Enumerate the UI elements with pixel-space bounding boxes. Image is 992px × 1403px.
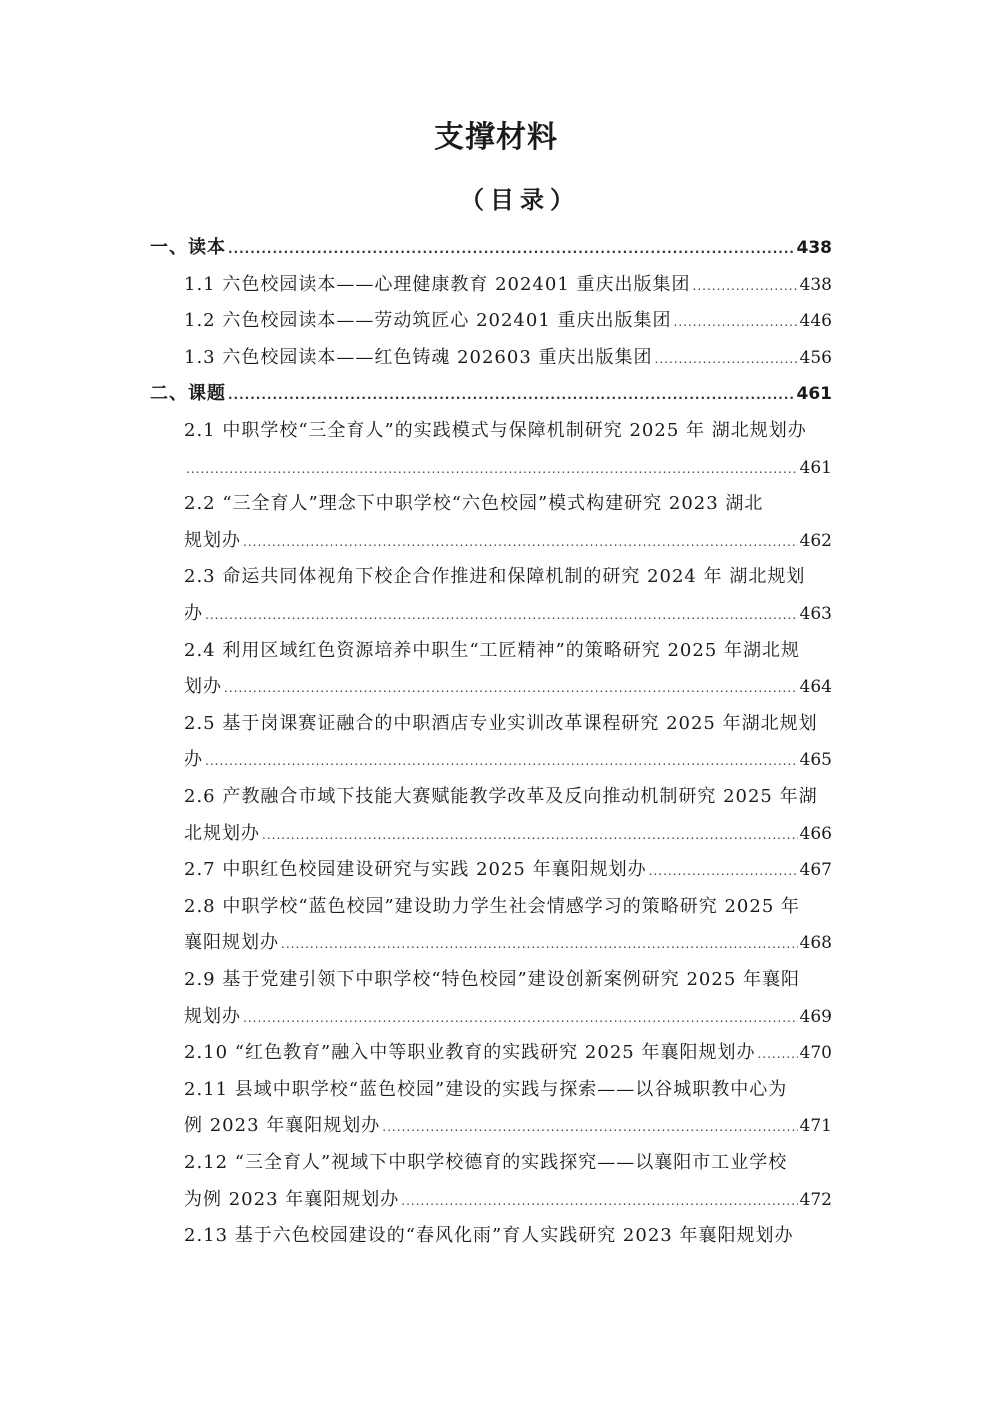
toc-entry-text: 划办 bbox=[184, 676, 222, 697]
toc-entry-text: 2.1 中职学校“三全育人”的实践模式与保障机制研究 2025 年 湖北规划办 bbox=[184, 420, 807, 441]
toc-page-number: 463 bbox=[799, 604, 832, 624]
dot-leader bbox=[262, 823, 798, 847]
toc-page-number: 438 bbox=[799, 275, 832, 295]
toc-entry-text: 2.4 利用区域红色资源培养中职生“工匠精神”的策略研究 2025 年湖北规 bbox=[184, 640, 801, 661]
toc-entry-text: 规划办 bbox=[184, 530, 241, 551]
toc-entry bbox=[184, 1151, 832, 1177]
toc-entry-text: 2.13 基于六色校园建设的“春风化雨”育人实践研究 2023 年襄阳规划办 bbox=[184, 1225, 794, 1246]
toc-entry bbox=[184, 748, 832, 774]
dot-leader bbox=[205, 749, 798, 773]
dot-leader bbox=[243, 530, 798, 554]
toc-entry bbox=[184, 1078, 832, 1104]
toc-entry-text: 一、读本 bbox=[150, 237, 226, 258]
dot-leader bbox=[186, 457, 798, 481]
dot-leader bbox=[281, 932, 798, 956]
toc-page-number: 465 bbox=[799, 750, 832, 770]
toc-entry bbox=[184, 1041, 832, 1067]
page-title: 支撑材料 bbox=[434, 120, 558, 155]
toc-entry-text: 规划办 bbox=[184, 1006, 241, 1027]
toc-page-number: 466 bbox=[799, 824, 832, 844]
toc-entry-text: 襄阳规划办 bbox=[184, 932, 279, 953]
toc-page-number: 468 bbox=[799, 933, 832, 953]
toc-entry bbox=[184, 675, 832, 701]
dot-leader bbox=[224, 676, 798, 700]
toc-entry bbox=[184, 968, 832, 994]
dot-leader bbox=[382, 1115, 797, 1139]
toc-entry bbox=[184, 712, 832, 738]
dot-leader bbox=[243, 1006, 798, 1030]
toc-entry bbox=[184, 309, 832, 335]
toc-entry bbox=[184, 419, 832, 445]
dot-leader bbox=[401, 1189, 797, 1213]
toc-page-number: 456 bbox=[799, 348, 832, 368]
toc-section bbox=[150, 236, 832, 262]
toc-entry-text: 1.3 六色校园读本——红色铸魂 202603 重庆出版集团 bbox=[184, 347, 653, 368]
toc-entry-text: 为例 2023 年襄阳规划办 bbox=[184, 1189, 400, 1210]
toc-page-number: 461 bbox=[796, 384, 832, 404]
toc-page-number: 472 bbox=[799, 1190, 832, 1210]
toc-page-number: 470 bbox=[799, 1043, 832, 1063]
toc-page-number: 461 bbox=[799, 458, 832, 478]
dot-leader bbox=[228, 237, 795, 261]
toc-entry bbox=[184, 346, 832, 372]
toc-entry bbox=[184, 1188, 832, 1214]
toc-entry-text: 办 bbox=[184, 749, 203, 770]
toc-entry bbox=[184, 639, 832, 665]
toc-entry-text: 2.12 “三全育人”视域下中职学校德育的实践探究——以襄阳市工业学校 bbox=[184, 1152, 788, 1173]
dot-leader bbox=[674, 310, 798, 334]
toc-entry-text: 1.2 六色校园读本——劳动筑匠心 202401 重庆出版集团 bbox=[184, 310, 672, 331]
toc-entry bbox=[184, 931, 832, 957]
toc-entry bbox=[184, 273, 832, 299]
toc-entry-text: 2.3 命运共同体视角下校企合作推进和保障机制的研究 2024 年 湖北规划 bbox=[184, 566, 806, 587]
toc-entry-text: 2.11 县域中职学校“蓝色校园”建设的实践与探索——以谷城职教中心为 bbox=[184, 1079, 788, 1100]
toc-entry-text: 2.9 基于党建引领下中职学校“特色校园”建设创新案例研究 2025 年襄阳 bbox=[184, 969, 801, 990]
toc-page-number: 464 bbox=[799, 677, 832, 697]
toc-entry bbox=[184, 529, 832, 555]
toc-entry-text: 北规划办 bbox=[184, 823, 260, 844]
toc-entry bbox=[184, 895, 832, 921]
toc-page-number: 438 bbox=[796, 238, 832, 258]
toc-entry bbox=[184, 822, 832, 848]
toc-page-number: 467 bbox=[799, 860, 832, 880]
page-subtitle: （目录） bbox=[460, 186, 580, 214]
toc-entry-text: 例 2023 年襄阳规划办 bbox=[184, 1115, 381, 1136]
toc-page-number: 471 bbox=[799, 1116, 832, 1136]
toc-entry-text: 2.7 中职红色校园建设研究与实践 2025 年襄阳规划办 bbox=[184, 859, 647, 880]
toc-page-number: 462 bbox=[799, 531, 832, 551]
toc-entry-text: 2.2 “三全育人”理念下中职学校“六色校园”模式构建研究 2023 湖北 bbox=[184, 493, 764, 514]
toc-entry bbox=[184, 1224, 832, 1250]
toc-page-number: 446 bbox=[799, 311, 832, 331]
toc-entry bbox=[184, 1114, 832, 1140]
toc-page-number: 469 bbox=[799, 1007, 832, 1027]
dot-leader bbox=[655, 347, 798, 371]
dot-leader bbox=[693, 274, 798, 298]
toc-entry-text: 2.8 中职学校“蓝色校园”建设助力学生社会情感学习的策略研究 2025 年 bbox=[184, 896, 801, 917]
dot-leader bbox=[228, 383, 795, 407]
toc-entry bbox=[184, 785, 832, 811]
dot-leader bbox=[757, 1042, 797, 1066]
dot-leader bbox=[649, 859, 798, 883]
toc-entry bbox=[184, 456, 832, 482]
toc-entry bbox=[184, 858, 832, 884]
toc-section bbox=[150, 382, 832, 408]
toc-entry bbox=[184, 602, 832, 628]
toc-entry-text: 2.6 产教融合市域下技能大赛赋能教学改革及反向推动机制研究 2025 年湖 bbox=[184, 786, 818, 807]
dot-leader bbox=[205, 603, 798, 627]
toc-entry-text: 办 bbox=[184, 603, 203, 624]
toc-entry-text: 1.1 六色校园读本——心理健康教育 202401 重庆出版集团 bbox=[184, 274, 691, 295]
toc-entry-text: 2.10 “红色教育”融入中等职业教育的实践研究 2025 年襄阳规划办 bbox=[184, 1042, 756, 1063]
toc-entry bbox=[184, 1005, 832, 1031]
toc-entry bbox=[184, 565, 832, 591]
toc-entry-text: 2.5 基于岗课赛证融合的中职酒店专业实训改革课程研究 2025 年湖北规划 bbox=[184, 713, 818, 734]
toc-entry-text: 二、课题 bbox=[150, 383, 226, 404]
toc-entry bbox=[184, 492, 832, 518]
